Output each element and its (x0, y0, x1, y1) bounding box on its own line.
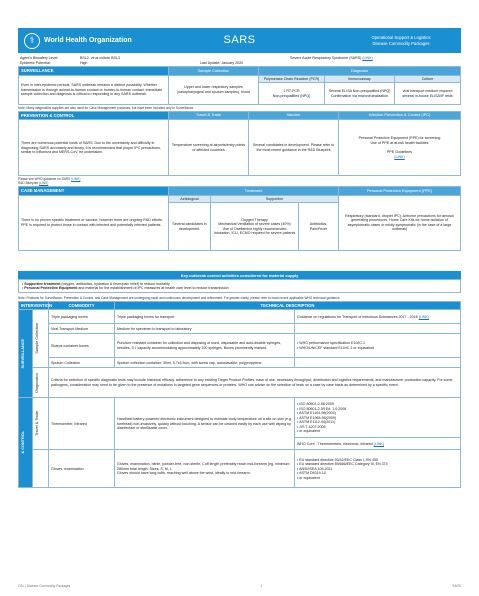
commodity-spec (295, 358, 461, 368)
pcr-text: 1 RT-PCR Non-prequalified (NPQ) (259, 83, 325, 105)
key-item-2: • Personal Protective Equipment and material for the establishment of IPC measures at health care level to reduce transmission (22, 286, 229, 291)
intervention-header: INTERVENTION (19, 302, 49, 310)
commodity-name: Triple packaging boxes (49, 310, 115, 324)
commodity-desc: Medium for specimen to transport to laboratory (115, 324, 295, 334)
aetiological-text: Several candidates in development. (169, 203, 211, 251)
prevention-title: PREVENTION & CONTROL (19, 112, 169, 120)
diagnosis-header: Diagnosis (259, 67, 461, 75)
immunoassay-header: Immunoassay (325, 75, 395, 82)
prevention-note: Please see WHO guidance on SARS (LINK) R&D Blueprint (LINK) (18, 177, 81, 186)
supportive-header: Supportive (211, 195, 339, 202)
commodity-desc: Triple packaging boxes for transport (115, 310, 295, 324)
potential-label: Epidemic Potential: (20, 61, 51, 66)
ppe-header: Personal Protection Equipment (PPE) (339, 187, 461, 195)
transport-regs-link[interactable]: (LINK) (418, 314, 430, 319)
ipc-line-1: Personal Protective Equipment (PPE) for screening (358, 136, 441, 141)
aetiological-header: Aetiological (169, 195, 211, 202)
ipc-header: Infection Prevention & Control (IPC) (339, 112, 461, 120)
products-note: Note: Products for Surveillance, Prevention & Control, and Case Management are undergoing rapid and continuous development and refinement. For greater clarity, please refer to most recent applicable WHO technical guidance. (18, 296, 341, 301)
commodity-desc: Gloves, examination, nitrile, powder-free, non-sterile. Cuff length preferably reach mid-forearm (eg, minimum 280mm total length. Sizes, S, M, L Gloves should have long cuffs, reaching well above the wrist, ideally to mid-forearm. (115, 450, 295, 488)
case-title: CASE MANAGEMENT (19, 187, 169, 195)
meta-table (18, 55, 461, 66)
potential-value: High (80, 61, 88, 66)
antibiotics-text: Antibiotics, Pain/Fever (299, 203, 339, 251)
commodity-desc: Handheld battery-powered electronic instrument designed to estimate body temperature od a site on skin (e.g. forehead) non-invasively, quickly without touching. A sensor can be cleaned easily by each use with wiping by disinfectant or sterilisable cover. (115, 398, 295, 450)
prevention-text: There are numerous potential hosts of SARS. Due to the uncertainty and difficulty in diagnosing SARS accurately and timely, it is recommended that proper IPC precautions, similar to Influenza and MERS-CoV, be undertaken. (19, 120, 169, 176)
page-footer (18, 584, 461, 588)
key-activities-title: Key outbreak control activities considered for material supply (18, 271, 461, 279)
org-name: World Health Organization (44, 36, 132, 44)
ipc-link[interactable]: (LINK) (394, 154, 405, 159)
commodity-name: Viral Transport Medium (49, 324, 115, 334)
travel-text: Temperature screening at airports/entry points of affected countries (169, 120, 249, 176)
key-activities-box (18, 279, 461, 293)
footer-left: OSL | Disease Commodity Packages (18, 584, 71, 588)
supportive-text: Oxygen Therapy Mechanical Ventilation of severe cases (40%) Use of Oseltamivir highly recommended Intubation, ICU, ECMO required for severe patients (211, 203, 299, 251)
subtitle-line-1: Operational Support & Logistics (371, 35, 431, 41)
agent-link[interactable]: (LINK) (362, 55, 373, 60)
ppe-text: Respiratory (standard, droplet IPC); Airborne precautions for aerosol generating procedures, Home Care Kits for home isolation of asymptomatic cases or mildly symptomatic (in the case of a large outbreak) (339, 195, 461, 250)
pcr-header: Polymerase Chain Reaction (PCR) (259, 75, 325, 82)
commodity-spec: • EU standard directive 93/42/EEC Class I, EN 455 • EU standard directive 89/686/EEC Category III, EN 374 • ANSI/ISEA 105-2011 • ASTM D6319-10 • or equivalent (295, 450, 461, 488)
commodity-desc: Puncture resistant container for collection and disposing of used, disposable and auto-disable syringes, needles. 5 L capacity accommodating approximately 100 syringes. Boxes prominently marked. (115, 334, 295, 358)
technical-header: TECHNICAL DESCRIPTION (115, 302, 461, 310)
ipc-line-2: Use of PPE at at-risk health facilities (370, 140, 429, 145)
surveillance-text: Even in inter-epidemic periods, SARS outbreak remains a distinct possibility. Whether transmission is through animal-to-human contact or human-to-human contact, immediate sample collection and diagnosis is critical to responding to any SARS outbreak. (19, 75, 169, 104)
sample-collection-text: Upper and lower respiratory samples (nasopharyngeal and sputum samples), blood (169, 75, 259, 104)
sample-collection-header: Sample Collection (169, 67, 259, 75)
vaccine-text: Several candidates in development. Please refer to the most recent guidance in the R&D Blueprint (249, 120, 339, 176)
commodity-spec: • ISO 80601-2-56:2009 • ISO 80601-2-59 Ed. 1.0:2008 • ASTM E1104-98(2003) • ASTM E1965-98(2009) • ASTM E1112-00(2011) • JIS T 4207:2005 • or equivalent (295, 398, 461, 438)
commodity-spec: • WHO performance specification E10/IC.1 • WHO/UNICEF standard E10/IC.2 or equivalent (295, 334, 461, 358)
diagnostics-text: Criteria for selection of specific diagnostic tests may include historical efficacy, adherence to any existing Target Product Profiles, ease of use, necessary throughput, distribution and logistics requirements, and manufacturer production capacity. For some pathogens, consideration may need to be given to the presence of mutations in targeted gene sequences or proteins. WHO can advise on the selection of tests on a case by case basis as determined by a specific event. (49, 368, 461, 398)
commodity-name: Gloves, examination (49, 450, 115, 488)
who-emblem-icon: ⚕ (24, 33, 40, 49)
commodity-spec: Guidance on regulations for Transport of Infectious Substances 2017 - 2018 (LINK) (295, 310, 461, 324)
commodity-name: Sharps container boxes (49, 334, 115, 358)
commodity-name: Sputum Collection (49, 358, 115, 368)
last-update: Last Update: January 2020 (200, 61, 244, 66)
sars-guidance-link[interactable]: (LINK) (71, 177, 81, 182)
surveillance-note: Note: Many diagnostics supplies are also used for Case Management purposes, but have been included only in Surveillance. (18, 106, 195, 111)
vaccine-header: Vaccine (249, 112, 339, 120)
surveillance-title: SURVEILLANCE (19, 67, 169, 75)
surveillance-table (18, 66, 461, 105)
agent-name: Severe Acute Respiratory Syndrome (SARS) (LINK) (290, 55, 373, 60)
commodity-header: COMMODITY (49, 302, 115, 310)
ipc-line-3: PPE Guidelines (386, 150, 413, 155)
immunoassay-text: Several ELISA Non-prequalified (NPQ) Confirmation via microneutralization (325, 83, 395, 105)
commodity-table (18, 301, 461, 488)
diagnostics-group: Diagnostics (33, 368, 49, 398)
commodity-desc: Sputum collection container, 30ml, 5.7x3.5cm, with screw cap, autoclavable, polypropylene. (115, 358, 295, 368)
key-item-1: • Supportive treatment (oxygen, antibiotics, hydration & fever/pain relief) to reduce mortality (22, 281, 170, 286)
sample-collection-group: Sample Collection (33, 310, 49, 368)
page-title: SARS (223, 33, 256, 46)
rnd-blueprint-link[interactable]: (LINK) (39, 181, 49, 186)
footer-page-number: 1 (260, 584, 263, 588)
case-management-table (18, 186, 461, 251)
ipc-cell (339, 120, 461, 176)
culture-header: Culture (395, 75, 461, 82)
surveillance-group: SURVEILLANCE (19, 310, 33, 398)
commodity-spec (295, 324, 461, 334)
subtitle-line-2: Disease Commodity Packages (372, 40, 430, 46)
travel-header: Travel & Trade (169, 112, 249, 120)
footer-right: SARS (452, 584, 461, 588)
case-text: There is no proven specific treatment or vaccine, however there are ongoing R&D efforts. PPE is required to protect those in contact with infected and potentially infected patients. (19, 195, 169, 250)
who-logo (18, 28, 138, 53)
document-page (18, 28, 461, 488)
header-subtitle (341, 28, 461, 53)
control-group: & CONTROL (19, 398, 33, 488)
commodity-spec-2: WHO Core - Thermometers, electronic, infrared (LINK) (295, 438, 461, 450)
page-header (18, 28, 461, 53)
commodity-name: Thermometer, Infrared (49, 398, 115, 450)
travel-trade-group: Travel & Trade (33, 398, 49, 450)
who-core-link[interactable]: (LINK) (373, 441, 385, 446)
biosafety-value: BSL2, virus culture BSL3 (80, 55, 120, 60)
biosafety-label: Agent's Biosafety Level: (20, 55, 59, 60)
treatment-header: Treatment (169, 187, 339, 195)
culture-text: viral transport medium required several in-house ELISA/IF tests (395, 83, 461, 105)
prevention-table (18, 111, 461, 176)
